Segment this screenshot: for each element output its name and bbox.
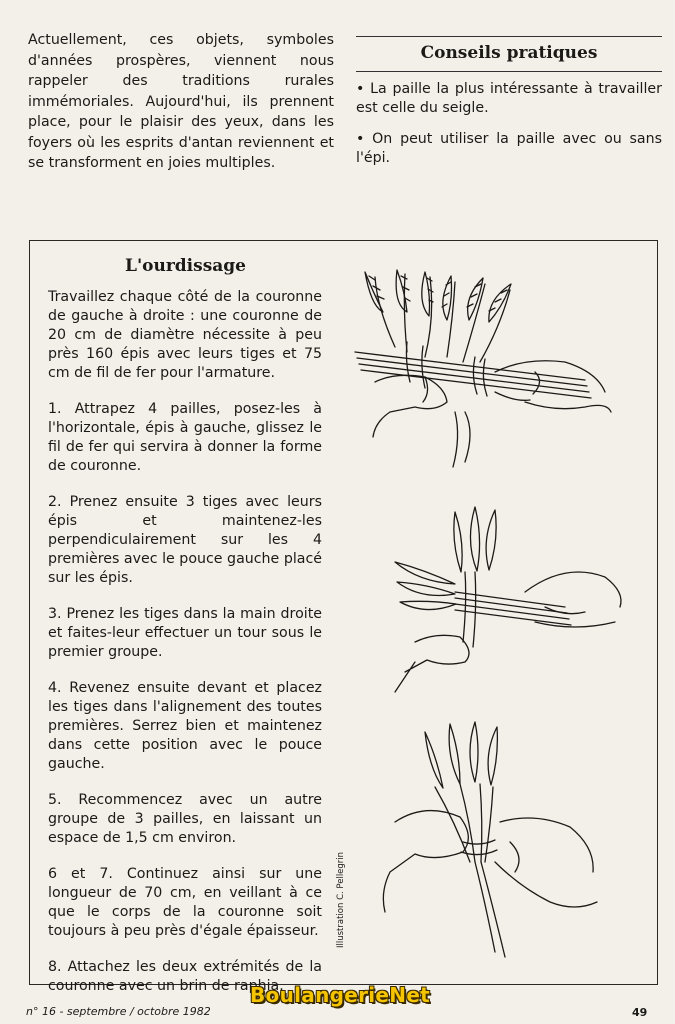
illustration-step-1 [355,270,611,467]
conseils-item: • On peut utiliser la paille avec ou sans l'épi. [356,131,662,166]
step-item: 1. Attrapez 4 pailles, posez-les à l'horizontale, épis à gauche, glissez le fil de fer qui servira à donner la forme de couronne. [48,401,322,474]
page-number: 49 [632,1006,648,1019]
intro-paragraph: Actuellement, ces objets, symboles d'années prospères, viennent nous rappeler des traditions rurales immémoriales. Aujourd'hui, ils prennent place, pour le plaisir des yeux, dans les foyers où les esprits d'antan reviennent et se transforment en joies multiples. [28,32,334,171]
step-item: 6 et 7. Continuez ainsi sur une longueur de 70 cm, en veillant à ce que le corps de la couronne soit toujours à peu près d'égale épaisseur. [48,866,322,939]
conseils-item: • La paille la plus intéressante à travailler est celle du seigle. [356,81,662,116]
conseils-bottom-rule [356,71,662,72]
step-item: 5. Recommencez avec un autre groupe de 3 pailles, en laissant un espace de 1,5 cm environ. [48,792,322,846]
ourdissage-lead: Travaillez chaque côté de la couronne de gauche à droite : une couronne de 20 cm de diamètre nécessite à peu près 160 épis avec leurs tiges et 75 cm de fil de fer pour l'armature. [48,289,322,381]
illustration-step-3 [383,722,597,957]
issue-footer: n° 16 - septembre / octobre 1982 [26,1005,211,1018]
wheat-weaving-illustration [335,262,645,982]
illustration-step-2 [395,507,621,692]
step-item: 8. Attachez les deux extrémités de la couronne avec un brin de raphia. [48,959,322,994]
conseils-list [356,80,662,180]
illustration-credit: Illustration C. Pellegrin [336,851,346,948]
conseils-title: Conseils pratiques [420,43,598,63]
step-item: 3. Prenez les tiges dans la main droite et faites-leur effectuer un tour sous le premier groupe. [48,606,322,660]
boulangerienet-logo: BoulangerieNet [250,983,431,1007]
step-item: 2. Prenez ensuite 3 tiges avec leurs épis et maintenez-les perpendiculairement sur les 4 premières avec le pouce gauche placé sur les épis. [48,494,322,586]
step-item: 4. Revenez ensuite devant et placez les tiges dans l'alignement des toutes premières. Serrez bien et maintenez dans cette position avec le pouce gauche. [48,680,322,772]
ourdissage-steps [48,288,322,1013]
conseils-top-rule [356,36,662,37]
ourdissage-title: L'ourdissage [124,256,247,276]
